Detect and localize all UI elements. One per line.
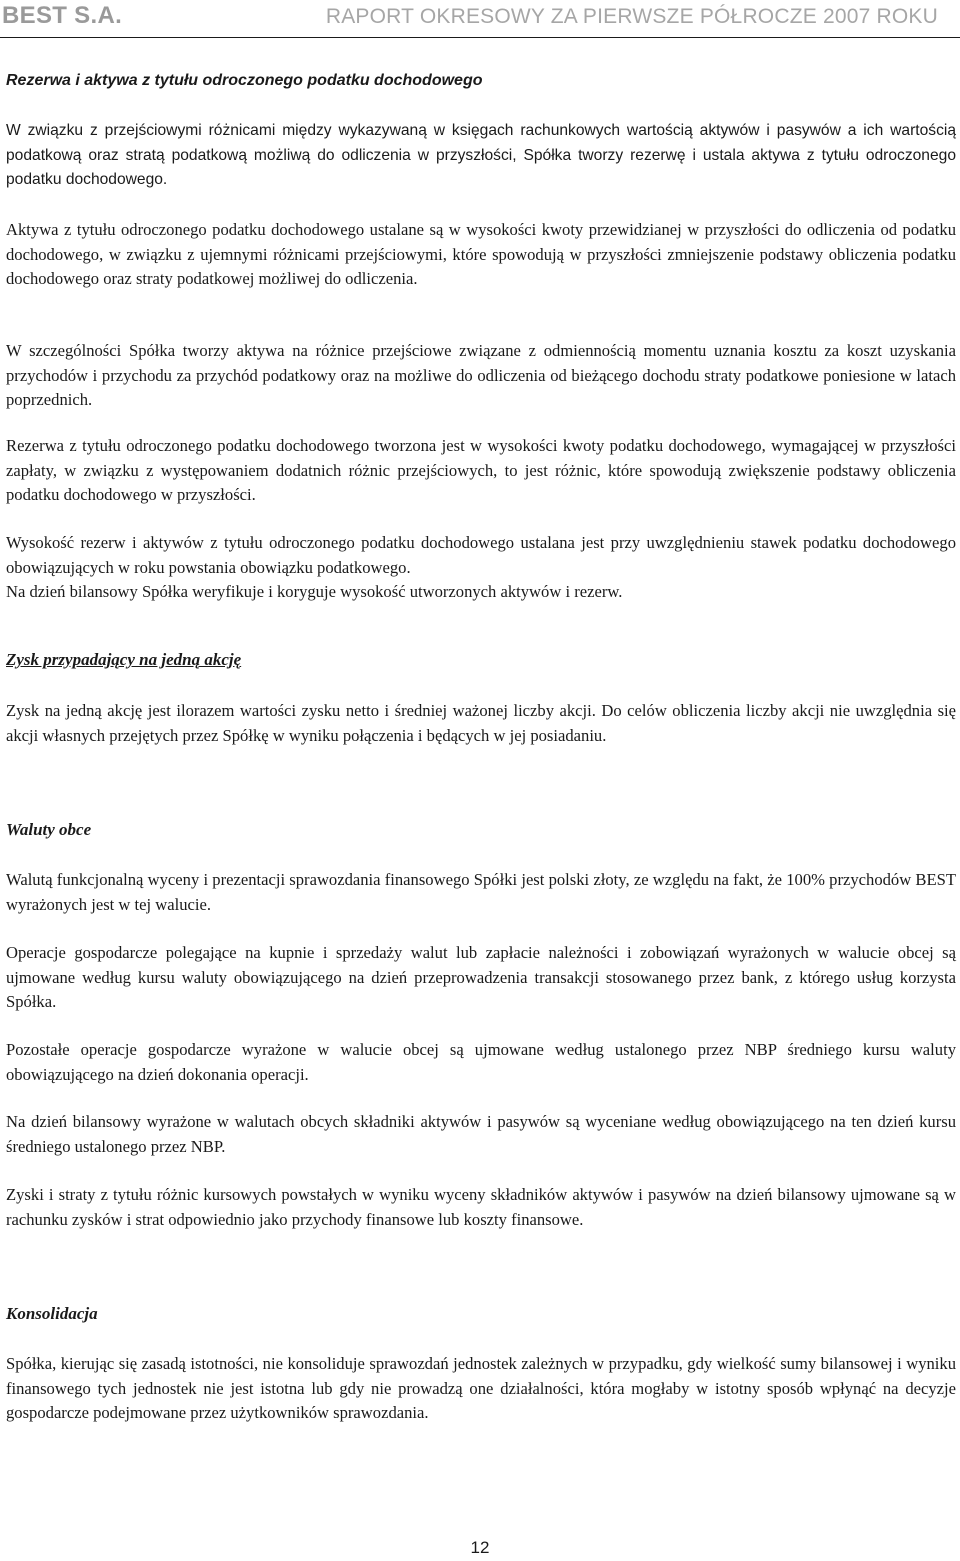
paragraph-waluty-4 [6,1110,956,1159]
company-name: BEST S.A. [2,2,123,29]
heading-text: Rezerwa i aktywa z tytułu odroczonego podatku dochodowego [6,72,483,89]
paragraph-zysk-1 [6,699,956,748]
paragraph-text: Wysokość rezerw i aktywów z tytułu odroczonego podatku dochodowego ustalana jest przy uwzględnieniu stawek podatku dochodowego obowiązujących w roku powstania obowiązku podatkowego. [6,533,956,577]
paragraph-text: Walutą funkcjonalną wyceny i prezentacji sprawozdania finansowego Spółki jest polski złoty, ze względu na fakt, że 100% przychodów BEST wyrażonych jest w tej walucie. [6,870,956,914]
section-heading-konsolidacja [6,1304,956,1324]
paragraph-text: Zysk na jedną akcję jest ilorazem wartości zysku netto i średniej ważonej liczby akcji. Do celów obliczenia liczby akcji nie uwzględnia się akcji własnych przejętych przez Spółkę w wyniku połączenia i będących w jej posiadaniu. [6,701,956,745]
report-title: RAPORT OKRESOWY ZA PIERWSZE PÓŁROCZE 2007 ROKU [325,5,938,28]
page-header [0,0,960,34]
paragraph-waluty-1 [6,868,956,917]
section-heading-zysk [6,650,956,670]
paragraph-text: Na dzień bilansowy wyrażone w walutach obcych składniki aktywów i pasywów są wyceniane według obowiązującego na ten dzień kursu średniego ustalonego przez NBP. [6,1112,956,1156]
section-heading-waluty [6,820,956,840]
paragraph-text: Pozostałe operacje gospodarcze wyrażone w walucie obcej są ujmowane według ustalonego przez NBP średniego kursu waluty obowiązującego na dzień dokonania operacji. [6,1040,956,1084]
paragraph-rezerwa-4 [6,434,956,508]
paragraph-text: Zyski i straty z tytułu różnic kursowych powstałych w wyniku wyceny składników aktywów i pasywów na dzień bilansowy ujmowane są w rachunku zysków i strat odpowiednio jako przychody finansowe lub koszty finansowe. [6,1185,956,1229]
paragraph-rezerwa-3 [6,339,956,413]
paragraph-text: Aktywa z tytułu odroczonego podatku dochodowego ustalane są w wysokości kwoty przewidzianej w przyszłości do odliczenia od podatku dochodowego, w związku z ujemnymi różnicami przejściowymi, które spowodują w przyszłości zmniejszenie podstawy obliczenia podatku dochodowego oraz straty podatkowej możliwej do odliczenia. [6,220,956,289]
page-number: 12 [470,1538,490,1557]
paragraph-text: Operacje gospodarcze polegające na kupnie i sprzedaży walut lub zapłacie należności i zobowiązań wyrażonych w walucie obcej są ujmowane według kursu waluty obowiązującego na dzień przeprowadzenia transakcji stosowanego przez bank, z którego usług korzysta Spółka. [6,943,956,1012]
paragraph-rezerwa-2 [6,218,956,292]
paragraph-text: Na dzień bilansowy Spółka weryfikuje i koryguje wysokość utworzonych aktywów i rezerw. [6,582,623,602]
paragraph-waluty-3 [6,1038,956,1087]
heading-text: Konsolidacja [6,1304,98,1323]
paragraph-text: W szczególności Spółka tworzy aktywa na różnice przejściowe związane z odmiennością momentu uznania kosztu za koszt uzyskania przychodów i przychodu za przychód podatkowy oraz na możliwe do odliczenia od bieżącego dochodu straty podatkowe poniesione w latach poprzednich. [6,341,956,410]
header-divider [0,37,960,38]
paragraph-konsolidacja-1 [6,1352,956,1426]
paragraph-waluty-2 [6,941,956,1015]
section-heading-rezerwa [6,72,956,90]
paragraph-rezerwa-1 [6,119,956,193]
heading-text: Zysk przypadający na jedną akcję [6,650,242,669]
paragraph-text: Spółka, kierując się zasadą istotności, nie konsoliduje sprawozdań jednostek zależnych w przypadku, gdy wielkość sumy bilansowej i wyniku finansowego tych jednostek nie jest istotna lub gdy nie prowadzą one działalności, która mogłaby w istotny sposób wpłynąć na decyzje gospodarcze podejmowane przez użytkowników sprawozdania. [6,1354,956,1423]
paragraph-rezerwa-5 [6,531,956,605]
paragraph-text: Rezerwa z tytułu odroczonego podatku dochodowego tworzona jest w wysokości kwoty podatku dochodowego, wymagającej w przyszłości zapłaty, w związku z występowaniem dodatnich różnic przejściowych, to jest różnic, które spowodują zwiększenie podstawy obliczenia podatku dochodowego w przyszłości. [6,436,956,505]
paragraph-waluty-5 [6,1183,956,1232]
heading-text: Waluty obce [6,820,92,839]
paragraph-text: W związku z przejściowymi różnicami między wykazywaną w księgach rachunkowych wartością aktywów i pasywów a ich wartością podatkową oraz stratą podatkową możliwą do odliczenia w przyszłości, Spółka tworzy rezerwę i ustala aktywa z tytułu odroczonego podatku dochodowego. [6,122,956,188]
